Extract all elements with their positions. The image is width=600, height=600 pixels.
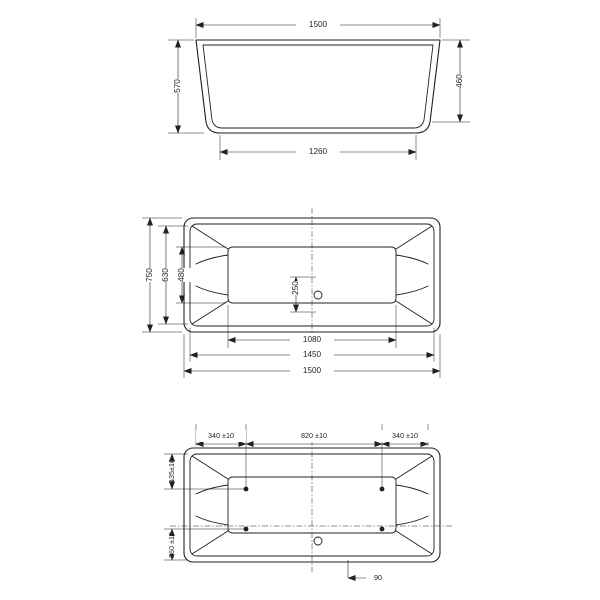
dim-text-top-inner-width: 1450 [302,350,322,360]
top-plan-fillet [396,301,432,324]
top-plan-ledge [396,286,428,295]
jet-plan-ledge [396,485,428,494]
dim-text-top-bowl-width: 1080 [302,335,322,345]
front-elevation-inner-wall [203,45,433,128]
jet-1 [244,487,249,492]
dim-text-jet-lower-row: 360 ±10 [166,532,176,558]
top-plan-ledge [196,286,228,295]
top-plan-fillet [396,226,432,249]
jet-3 [244,527,249,532]
jet-plan-ledge [196,485,228,494]
dim-text-top-bowl-depth: 480 [177,268,187,282]
top-plan-fillet [192,301,228,324]
jet-2 [380,487,385,492]
dim-text-front-top-width: 1500 [308,20,328,30]
dim-text-top-overall-depth: 750 [145,268,155,282]
dim-text-front-height-left: 570 [173,79,183,93]
dim-text-jet-right-end: 340 ±10 [392,430,418,440]
dim-text-top-inner-depth: 630 [161,268,171,282]
dim-text-jet-left-end: 340 ±10 [208,430,234,440]
view-front-elevation [168,18,470,160]
drain-outlet-icon [314,291,322,299]
dim-text-front-height-right: 460 [455,74,465,88]
view-top-plan [140,208,440,378]
front-elevation-outline [196,40,440,133]
jet-plan-fillet [192,531,228,554]
top-plan-fillet [192,226,228,249]
top-plan-ledge [196,255,228,264]
jet-plan-fillet [396,456,432,479]
dim-text-top-drain-offset: 250 [291,281,301,295]
dim-text-front-base-width: 1260 [308,147,328,157]
jet-plan-ledge [396,516,428,525]
dim-text-top-overall-width: 1500 [302,366,322,376]
jet-plan-fillet [396,531,432,554]
jet-4 [380,527,385,532]
view-jet-layout-plan [163,424,452,582]
dim-text-jet-center-span: 820 ±10 [301,430,327,440]
top-plan-ledge [396,255,428,264]
dim-text-drain-note: 90 [374,572,382,582]
drain-outlet-icon [314,537,322,545]
jet-plan-fillet [192,456,228,479]
jet-plan-ledge [196,516,228,525]
dim-text-jet-upper-row: 135±10 [166,459,176,483]
